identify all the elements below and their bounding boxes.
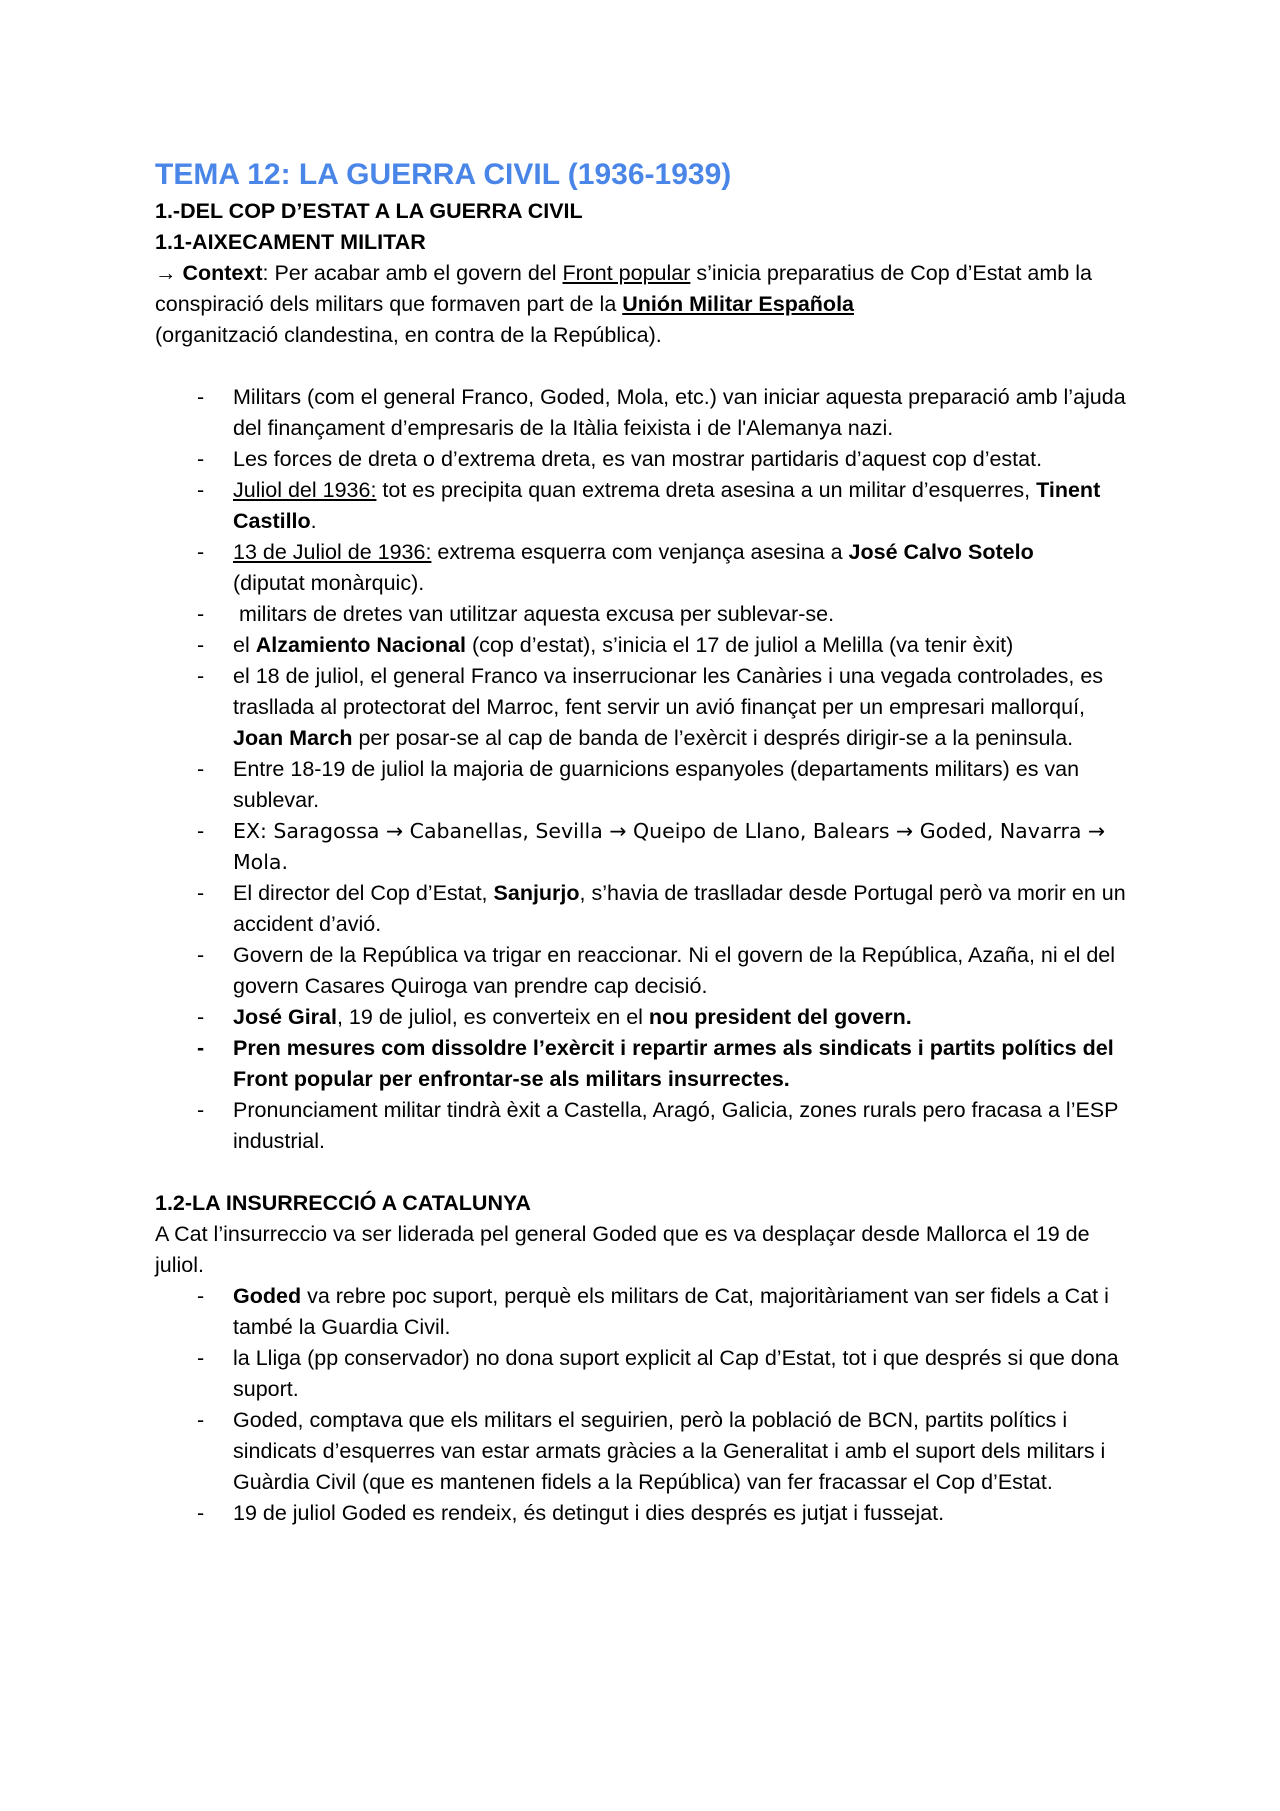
bold-name: Sanjurjo (493, 881, 580, 905)
list-item (155, 878, 1140, 940)
section-1-1-list (155, 382, 1140, 1157)
list-item (155, 940, 1140, 1002)
list-item-text: va rebre poc suport, perquè els militars de Cat, majoritàriament van ser fidels a Cat i també la Guardia Civil. (233, 1284, 1109, 1339)
list-item-text: Entre 18-19 de juliol la majoria de guarnicions espanyoles (departaments militars) es van sublevar. (233, 757, 1080, 812)
date-label: Juliol del 1936: (233, 478, 377, 502)
list-item (155, 661, 1140, 754)
list-item (155, 1095, 1140, 1157)
list-item-text: 19 de juliol Goded es rendeix, és detingut i dies després es jutjat i fussejat. (233, 1501, 945, 1525)
list-item-text: militars de dretes van utilitzar aquesta excusa per sublevar-se. (233, 602, 835, 626)
list-item (155, 599, 1140, 630)
list-item-text: la Lliga (pp conservador) no dona suport explicit al Cap d’Estat, tot i que després si que dona suport. (233, 1346, 1119, 1401)
list-item (155, 1002, 1140, 1033)
spacer (155, 351, 1140, 382)
bold-phrase: nou president del govern. (648, 1005, 912, 1029)
list-item (155, 816, 1140, 878)
list-item-text: Pren mesures com dissoldre l’exèrcit i repartir armes als sindicats i partits polítics del Front popular per enfrontar-se als militars insurrectes. (233, 1036, 1114, 1091)
bold-name: José Giral (233, 1005, 337, 1029)
list-item (155, 630, 1140, 661)
context-text-1: : Per acabar amb el govern del (262, 261, 563, 285)
section-1-2-intro: A Cat l’insurreccio va ser liderada pel general Goded que es va desplaçar desde Mallorca el 19 de juliol. (155, 1222, 1090, 1277)
list-item (155, 754, 1140, 816)
list-item (155, 1405, 1140, 1498)
bold-name: Alzamiento Nacional (255, 633, 466, 657)
section-1-2-list (155, 1281, 1140, 1529)
arrow-icon: → (155, 261, 183, 285)
union-militar-espanola: Unión Militar Española (622, 292, 854, 316)
list-item-text: el 18 de juliol, el general Franco va inserrucionar les Canàries i una vegada controlades, es trasllada al protectorat del Marroc, fent servir un avió finançat per un empresari mallorquí, (233, 664, 1104, 719)
document-title: TEMA 12: LA GUERRA CIVIL (1936-1939) (155, 158, 732, 191)
list-item (155, 382, 1140, 444)
context-label: Context (182, 261, 263, 285)
context-text-3: (organització clandestina, en contra de la República). (155, 323, 662, 347)
list-item-text: Pronunciament militar tindrà èxit a Castella, Aragó, Galicia, zones rurals pero fracasa a l’ESP industrial. (233, 1098, 1119, 1153)
section-1-2-heading: 1.2-LA INSURRECCIÓ A CATALUNYA (155, 1191, 531, 1215)
list-item-text: Govern de la República va trigar en reaccionar. Ni el govern de la República, Azaña, ni el del govern Casares Quiroga van prendre cap decisió. (233, 943, 1116, 998)
context-text-2: s’inicia preparatius de Cop d’Estat amb la conspiració dels militars que formaven part de la (155, 261, 1092, 316)
context-paragraph (155, 258, 1140, 351)
list-item-text: (diputat monàrquic). (233, 571, 425, 595)
list-item-text: , 19 de juliol, es converteix en el (336, 1005, 649, 1029)
spacer (155, 1157, 1140, 1188)
list-item-text: Les forces de dreta o d’extrema dreta, es van mostrar partidaris d’aquest cop d’estat. (233, 447, 1043, 471)
list-item (155, 475, 1140, 537)
list-item-text: . (310, 509, 317, 533)
list-item-text: extrema esquerra com venjança asesina a (431, 540, 849, 564)
list-item-text: , s’havia de traslladar desde Portugal però va morir en un accident d’avió. (233, 881, 1126, 936)
list-item-text: El director del Cop d’Estat, (233, 881, 494, 905)
bold-name: Goded (233, 1284, 302, 1308)
list-item-text: EX: Saragossa → Cabanellas, Sevilla → Queipo de Llano, Balears → Goded, Navarra → Mola. (233, 819, 1106, 874)
list-item-text: el (233, 633, 256, 657)
list-item-text: tot es precipita quan extrema dreta asesina a un militar d’esquerres, (376, 478, 1037, 502)
list-item (155, 1281, 1140, 1343)
bold-name: Tinent Castillo (233, 478, 1101, 533)
list-item (155, 444, 1140, 475)
list-item-text: per posar-se al cap de banda de l’exèrcit i després dirigir-se a la peninsula. (352, 726, 1074, 750)
section-1-heading: 1.-DEL COP D’ESTAT A LA GUERRA CIVIL (155, 199, 583, 223)
list-item-text: Militars (com el general Franco, Goded, Mola, etc.) van iniciar aquesta preparació amb l’ajuda del finançament d’empresaris de la Itàlia feixista i de l'Alemanya nazi. (233, 385, 1126, 440)
bold-name: José Calvo Sotelo (848, 540, 1034, 564)
section-1-1-heading: 1.1-AIXECAMENT MILITAR (155, 230, 426, 254)
front-popular-link: Front popular (562, 261, 691, 285)
list-item-text: (cop d’estat), s’inicia el 17 de juliol a Melilla (va tenir èxit) (465, 633, 1014, 657)
list-item (155, 1033, 1140, 1095)
document-page (155, 156, 1140, 1529)
list-item (155, 1498, 1140, 1529)
date-label: 13 de Juliol de 1936: (233, 540, 432, 564)
list-item (155, 537, 1140, 599)
list-item-text: Goded, comptava que els militars el seguirien, però la població de BCN, partits polítics i sindicats d’esquerres van estar armats gràcies a la Generalitat i amb el suport dels militars i Guàrdia Civil (que es mantenen fidels a la República) van fer fracassar el Cop d’Estat. (233, 1408, 1106, 1494)
bold-name: Joan March (233, 726, 353, 750)
list-item (155, 1343, 1140, 1405)
